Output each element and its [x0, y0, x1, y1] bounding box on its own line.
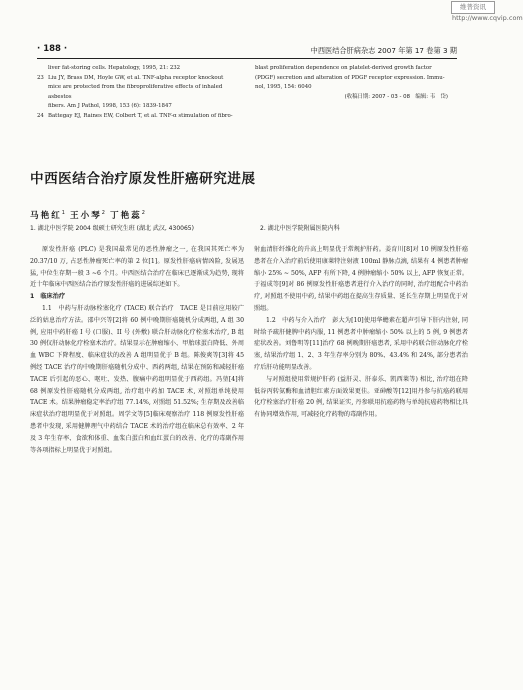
running-header — [37, 42, 457, 56]
section-heading: 1 临床治疗 — [30, 293, 65, 301]
body-paragraph: 与对照组使用常规护肝药 (益肝灵、肝泰乐、凯西莱等) 相比, 治疗组在降低谷丙转氨酶和血清胆红素方面效果更佳。亚砷酸等[12]用丹参与抗癌药联用化疗栓塞治疗肝癌 20 例, 结果证实, 丹参联用抗癌药物与单纯抗癌药物相比具有协同增效作用, 可减轻化疗药物的毒副作用。 — [254, 375, 468, 419]
affiliation-1: 1. 湖北中医学院 2004 级硕士研究生班 (湖北 武汉, 430065) — [30, 225, 194, 232]
author-affil-mark: 2 — [141, 210, 145, 217]
author-name: 马艳红 — [30, 211, 62, 221]
reference-entry: 23 Liu JY, Brass DM, Hoyle GW, et al. TNF-alpha receptor knockout — [37, 74, 224, 81]
article-title: 中西医结合治疗原发性肝癌研究进展 — [30, 171, 256, 187]
reference-continuation: blast proliferation dependence on platelet-derived growth factor — [255, 65, 432, 71]
header-rule — [37, 58, 457, 59]
body-paragraph: 射血清肝纤维化的升高上明显优于常规护肝药。姜育川[8]对 10 例原发性肝癌患者在介入治疗前后使用康莱特注射液 100ml 静脉点滴, 结果有 4 例患者肿瘤缩小 25% ~ 50%, AFP 有所下降, 4 例肿瘤缩小 50% 以上, AFP 恢复正常。于福成等[9]对 86 例原发性肝癌患者进行介入治疗的同时, 治疗组配合中药治疗, 对照组不使用中药, 结果中药组在提高生存质量、延长生存期上明显优于对照组。 — [254, 246, 468, 312]
received-date-note: (收稿日期: 2007 - 03 - 08 编辑: 韦 岱) — [344, 93, 448, 100]
reference-entry: mice are protected from the fibroproliferative effects of inhaled asbestos — [48, 84, 223, 100]
author-affil-mark: 1 — [61, 210, 65, 217]
reference-continuation: (PDGF) secretion and alteration of PDGF receptor expression. Immu- — [255, 74, 445, 81]
reference-continuation: nol, 1995, 154: 6040 — [255, 84, 312, 91]
watermark: 维普资讯 http://www.cqvip.com — [452, 3, 523, 22]
references-left — [37, 64, 242, 122]
body-paragraph: 1.1 中药与肝动脉栓塞化疗 (TACE) 联合治疗 TACE 是目前应用较广泛的姑息治疗方法。邵中兴等[2]将 60 例中晚期肝癌随机分成两组, A 组 30 例, 应用中药肝癌 I 号 (口服)、II 号 (外敷) 联合肝动脉化疗栓塞术治疗, B 组 30 例仅肝动脉化疗栓塞术治疗。结果显示在肿瘤缩小、甲胎球蛋白降低、外周血 WBC 下降程度、临床症状的改善 A 组明显优于 B 组。陈俊爽等[3]将 45 例经 TACE 治疗的中晚期肝癌随机分成中、西药两组, 结果在预防和减轻肝癌 TACE 后引起的恶心、呕吐、发热、腹痛中药组明显优于西药组。冯堃[4]将 68 例原发性肝癌随机分成两组, 治疗组中药加 TACE 术, 对照组单纯使用 TACE 术。结果肿瘤稳定率治疗组 77.14%, 对照组 51.52%; 生存期及改善临床症状治疗组明显优于对照组。周学文等[5]临床观察治疗 118 例原发性肝癌患者中发现, 采用健脾理气中药结合 TACE 术的治疗组在临床总有效率、2 年及 3 年生存率、食欲和体重、血浆白蛋白和血红蛋白的改善、化疗的毒副作用等各项指标上明显优于对照组。 — [30, 304, 244, 454]
author-name: 王小琴 — [69, 211, 102, 221]
body-column-left — [30, 244, 244, 456]
author-line — [30, 209, 145, 221]
affiliation-2: 2. 湖北中医学院附属医院内科 — [260, 225, 340, 232]
body-paragraph: 原发性肝癌 (PLC) 是我国最常见的恶性肿瘤之一, 在我国其死亡率为 20.37/10 万, 占恶性肿瘤死亡率的第 2 位[1]。原发性肝癌病情凶险, 发展迅猛, 中位生存期一般 3 ~6 个月。中西医结合治疗在临床已逐渐成为趋势, 现将近十年临床中西医结合治疗原发性肝癌的进展综述如下。 — [30, 246, 244, 289]
journal-name: 中西医结合肝病杂志 2007 年第 17 卷第 3 期 — [310, 46, 457, 55]
author-affil-mark: 2 — [101, 210, 105, 217]
references-right — [255, 64, 460, 102]
page-number: · 188 · — [37, 44, 68, 54]
reference-entry: 24 Battegay EJ, Raines EW, Colbert T, et al. TNF-α stimulation of fibro- — [37, 112, 233, 119]
body-column-right — [254, 244, 468, 421]
reference-entry: liver fat-storing cells. Hepatology, 1995, 21: 232 — [48, 65, 181, 71]
subsection-paragraph: 1.2 中药与介入治疗 彭大为[10]使用华蟾素在超声引导下肝内注射, 同时给予疏肝健脾中药内服, 11 例患者中肿瘤缩小 50% 以上的 5 例, 9 例患者症状改善。刘鲁明等[11]治疗 68 例晚期肝癌患者, 采用中药联合肝动脉化疗栓塞, 结果治疗组 1、2、3 年生存率分别为 80%、43.4% 和 24%, 部分患者治疗后肝功能明显改善。 — [254, 316, 468, 371]
author-name: 丁艳蕊 — [109, 211, 142, 221]
reference-entry: fibers. Am J Pathol, 1998, 153 (6): 1839-1847 — [48, 103, 172, 110]
